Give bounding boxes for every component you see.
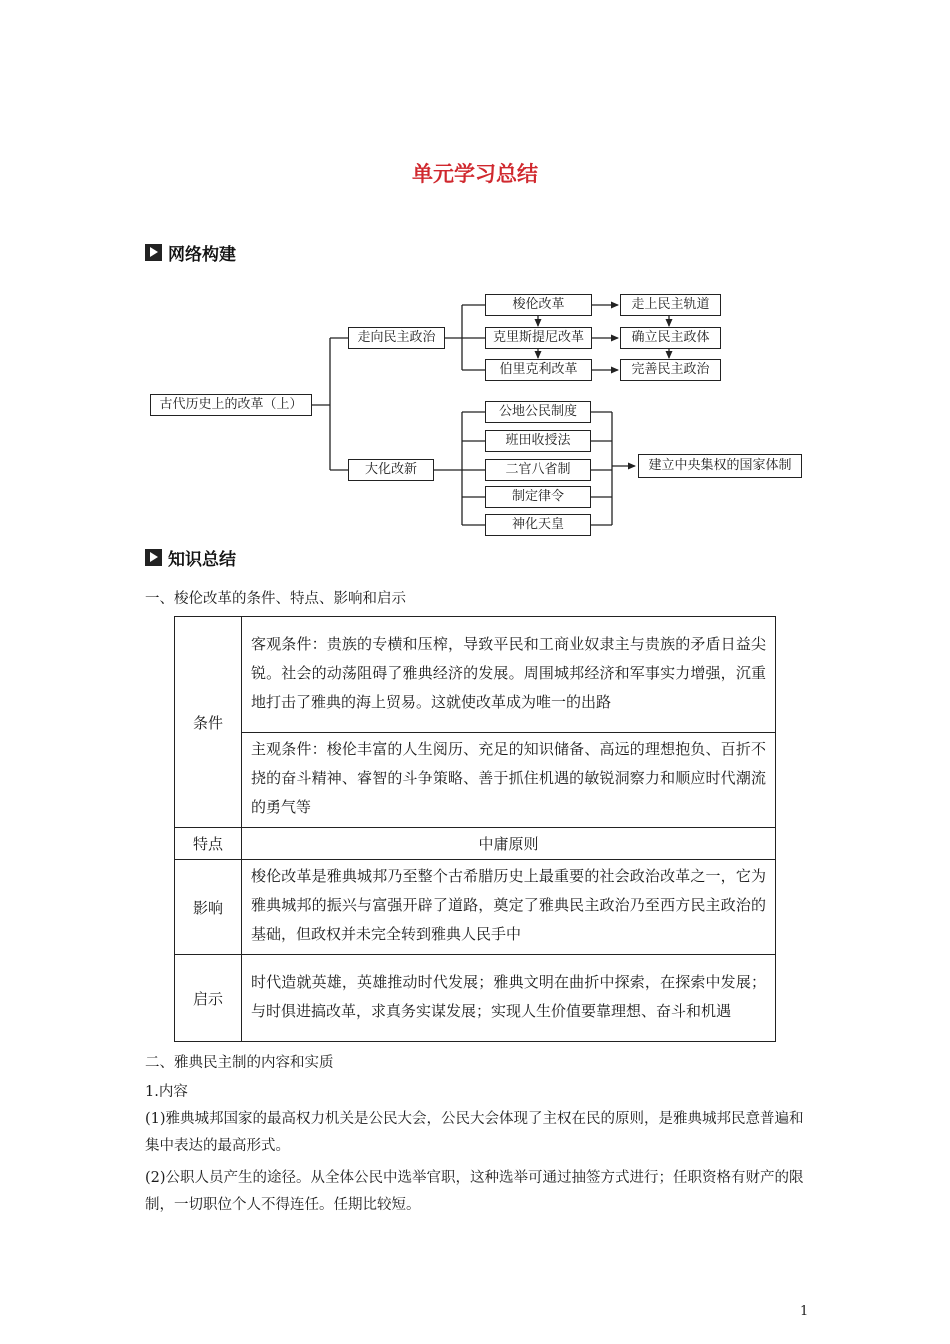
table-row	[175, 828, 776, 860]
section-heading-summary-label: 知识总结	[168, 549, 236, 570]
solon-reform-table	[174, 616, 776, 1042]
diagram-taika-item-4: 制定律令	[485, 486, 591, 508]
table-label-lesson: 启示	[175, 955, 242, 1042]
section-heading-network	[145, 241, 236, 263]
diagram-root-node: 古代历史上的改革（上）	[150, 394, 312, 416]
section-heading-summary	[145, 546, 236, 568]
table-label-feature: 特点	[175, 828, 242, 860]
diagram-result-2: 确立民主政体	[620, 327, 721, 349]
table-cell-lesson: 时代造就英雄，英雄推动时代发展；雅典文明在曲折中探索，在探索中发展；与时俱进搞改革，求真务实谋发展；实现人生价值要靠理想、奋斗和机遇	[242, 955, 776, 1042]
play-triangle-icon	[145, 244, 162, 261]
diagram-branch-taika: 大化改新	[348, 459, 434, 481]
concept-diagram-connectors	[0, 0, 950, 560]
diagram-taika-item-1: 公地公民制度	[485, 401, 591, 423]
table-row	[175, 955, 776, 1042]
table-cell-objective: 客观条件：贵族的专横和压榨，导致平民和工商业奴隶主与贵族的矛盾日益尖锐。社会的动荡阻碍了雅典经济的发展。周围城邦经济和军事实力增强，沉重地打击了雅典的海上贸易。这就使改革成为唯一的出路	[242, 617, 776, 733]
page-title: 单元学习总结	[412, 162, 538, 186]
diagram-taika-item-5: 神化天皇	[485, 514, 591, 536]
part2-paragraph-1: (1)雅典城邦国家的最高权力机关是公民大会，公民大会体现了主权在民的原则，是雅典城邦民意普遍和集中表达的最高形式。	[145, 1111, 804, 1154]
play-triangle-icon	[145, 549, 162, 566]
diagram-result-1: 走上民主轨道	[620, 294, 721, 316]
table-row	[175, 617, 776, 733]
part2-paragraph-2: (2)公职人员产生的途径。从全体公民中选举官职，这种选举可通过抽签方式进行；任职资格有财产的限制，一切职位个人不得连任。任期比较短。	[145, 1170, 804, 1213]
diagram-branch-democracy: 走向民主政治	[348, 327, 445, 349]
diagram-reform-pericles: 伯里克利改革	[485, 359, 592, 381]
diagram-taika-item-2: 班田收授法	[485, 430, 591, 452]
section-heading-network-label: 网络构建	[168, 244, 236, 265]
diagram-result-3: 完善民主政治	[620, 359, 721, 381]
table-cell-feature: 中庸原则	[242, 828, 776, 860]
diagram-reform-solon: 梭伦改革	[485, 294, 592, 316]
table-row	[175, 733, 776, 828]
table-row	[175, 860, 776, 955]
part2-heading: 二、雅典民主制的内容和实质	[145, 1055, 334, 1071]
table-cell-impact: 梭伦改革是雅典城邦乃至整个古希腊历史上最重要的社会政治改革之一，它为雅典城邦的振兴与富强开辟了道路，奠定了雅典民主政治乃至西方民主政治的基础，但政权并未完全转到雅典人民手中	[242, 860, 776, 955]
table-label-conditions: 条件	[175, 617, 242, 828]
diagram-taika-item-3: 二官八省制	[485, 459, 591, 481]
table-label-impact: 影响	[175, 860, 242, 955]
part1-heading: 一、梭伦改革的条件、特点、影响和启示	[145, 591, 406, 607]
part2-subheading: 1.内容	[145, 1084, 188, 1100]
page-number: 1	[800, 1304, 809, 1319]
diagram-reform-cleisthenes: 克里斯提尼改革	[485, 327, 592, 349]
diagram-taika-result: 建立中央集权的国家体制	[638, 454, 802, 478]
table-cell-subjective: 主观条件：梭伦丰富的人生阅历、充足的知识储备、高远的理想抱负、百折不挠的奋斗精神、睿智的斗争策略、善于抓住机遇的敏锐洞察力和顺应时代潮流的勇气等	[242, 733, 776, 828]
